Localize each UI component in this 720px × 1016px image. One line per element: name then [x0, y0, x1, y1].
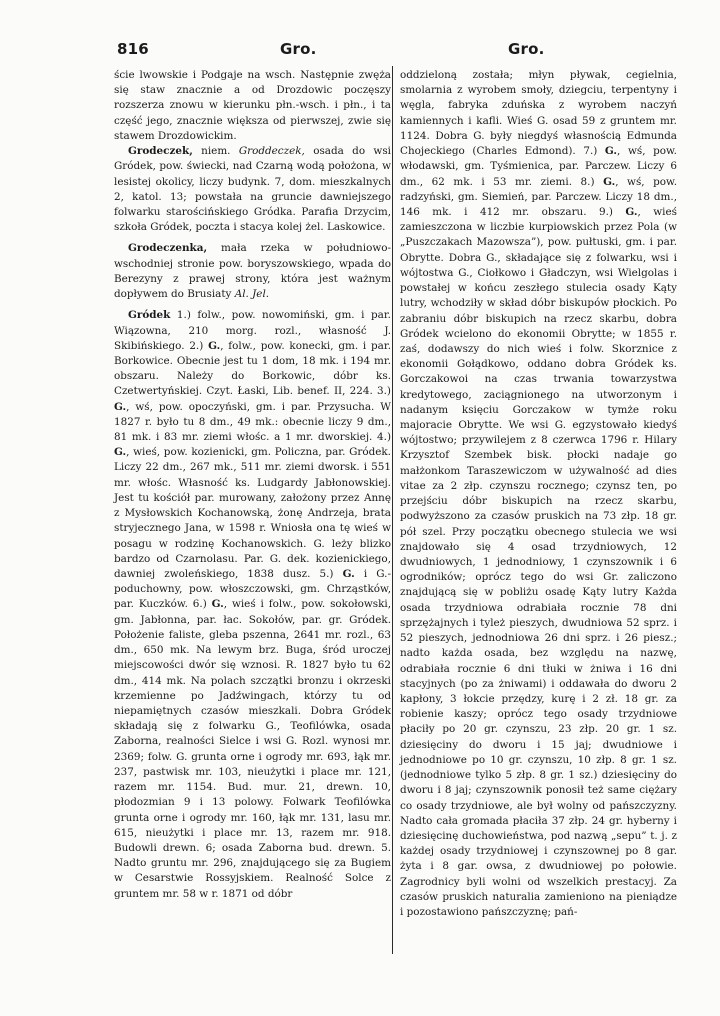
- paragraph-continuation: [400, 68, 677, 920]
- right-running-head: Gro.: [508, 40, 545, 58]
- entry-head: Grodeczek,: [128, 145, 193, 158]
- paragraph-continuation: ście lwowskie i Podgaje na wsch. Następnie zwęża się staw znacznie a od Drozdowic poczęszy rozszerza znowu w kierunku płn.-wsch. i płn., i ta część jego, znacznie większa od pierwszej, zwie się stawem Drozdowickim.: [114, 69, 391, 142]
- entry-author: Al. Jel.: [234, 288, 270, 301]
- entry-text: , wś, pow. radzyński, gm. Siemień, par. Parczew. Liczy 18 dm., 146 mk. i 412 mr. obszaru. 9.): [400, 175, 677, 218]
- abbrev-g: G.: [376, 568, 388, 580]
- entry-text: , wieś, pow. kozienicki, gm. Policzna, par. Gródek. Liczy 22 dm., 267 mk., 511 mr. ziemi dworsk. i 551 mr. włośc. Własność ks. Ludgardy Jabłonowskiej. Jest tu kościół par. murowany, założony przez Annę z Mysłowskich Kochanowską, żonę Andrzeja, brata stryjecznego Jana, w 1598 r. Wniosła ona tę wieś w posagu w rodzinę Kochanowskich.: [114, 446, 391, 550]
- entry-head: Grodeczenka,: [128, 242, 208, 255]
- entry-text: -poduchowny, pow. włoszczowski, gm. Chrząstków, par. Kuczków. 6.): [114, 568, 391, 611]
- abbrev-g: G.: [208, 339, 221, 352]
- abbrev-g: G.: [604, 145, 618, 158]
- entry-text: 1.) folw., pow. nowomiński, gm. i par. Wiązowna, 210 morg. rozl., własność J. Skibińskiego. 2.): [114, 309, 391, 352]
- entry-text: , wś, pow. włodawski, gm. Tyśmienica, par. Parczew. Liczy 6 dm., 62 mk. i 53 mr. ziemi. 8.): [400, 145, 677, 188]
- right-column: [400, 68, 677, 920]
- entry-text: i: [354, 568, 377, 580]
- entry-text: , wieś i folw., pow. sokołowski, gm. Jabłonna, par. łac. Sokołów, par. gr. Gródek. Położenie faliste, gleba pszenna, 2641 mr. rozl., 63 dm., 650 mk. Na lewym brz. Buga, śród uroczej miejscowości dwór się wznosi. R. 1827 było tu 62 dm., 414 mk. Na polach szczątki bronzu i okrzeski krzemienne po Jadźwingach, którzy tu od niepamiętnych czasów mieszkali. Dobra Gródek składają się z folwarku G., Teofilówka, osada Zaborna, realności Sielce i wsi G. Rozl. wynosi mr. 2369; folw. G. grunta orne i ogrody mr. 693, łąk mr. 237, pastwisk mr. 103, nieużytki i place mr. 121, razem mr. 1154. Bud. mur. 21, drewn. 10, płodozmian 9 i 13 polowy. Folwark Teofilówka grunta orne i ogrody mr. 160, łąk mr. 131, lasu mr. 615, nieużytki i place mr. 13, razem mr. 918. Budowli drewn. 6; osada Zaborna bud. drewn. 5. Nadto gruntu mr. 296, znajdującego się za Bugiem w Cesarstwie Rossyjskiem. Realność Solce z gruntem mr. 58 w r. 1871 od dóbr: [114, 598, 391, 900]
- left-running-head: Gro.: [280, 40, 317, 58]
- entry-grodeczenka: [114, 241, 391, 302]
- entry-grodek: [114, 308, 391, 902]
- entry-text: osada do wsi Gródek, pow. świecki, nad Czarną wodą położona, w lesistej okolicy, liczy budynk. 7, dom. mieszkalnych 2, katol. 13; powstała na gruncie dawniejszego folwarku starościńskiego Gródka. Parafia Drzycim, szkoła Gródek, poczta i stacya kolej żel. Laskowice.: [114, 145, 391, 234]
- abbrev-g: G.: [114, 446, 127, 459]
- abbrev-g: G.: [211, 598, 224, 611]
- abbrev-g: G.: [603, 175, 616, 188]
- left-column: [114, 68, 391, 902]
- entry-text: niem.: [192, 145, 239, 158]
- entry-text: leży blizko bardzo od Czarnolasu. Par. G. dek. kozienickiego, dawniej zwoleńskiego, 1838 dusz. 5.): [114, 537, 392, 580]
- entry-head: Gródek: [128, 309, 171, 322]
- entry-text: oddzieloną została; młyn pływak, cegielnia, smolarnia z wyrobem smoły, dziegciu, terpentyny i węgla, fabryka zduńska z wyrobem naczyń kamiennych i kafli. Wieś G. osad 59 z gruntem mr. 1124. Dobra G. były niegdyś własnością Edmunda Chojeckiego (Charles Edmond). 7.): [400, 69, 677, 158]
- entry-text: , wś, pow. opoczyński, gm. i par. Przysucha. W 1827 r. było tu 8 dm., 49 mk.: obecnie liczy 9 dm., 81 mk. i 83 mr. ziemi włośc. a 1 mr. dworskiej. 4.): [114, 400, 391, 444]
- entry-text: mała rzeka w południowo-wschodniej stronie pow. boryszowskiego, wpada do Berezyny z prawej strony, która jest ważnym dopływem do Brusiaty: [114, 242, 391, 301]
- abbrev-g: G.: [625, 205, 638, 218]
- abbrev-g: G.: [114, 400, 127, 413]
- entry-grodeczek: [114, 144, 391, 235]
- page-number: 816: [117, 40, 149, 58]
- entry-text: , folw., pow. konecki, gm. i par. Borkowice. Obecnie jest tu 1 dom, 18 mk. i 194 mr. obszaru. Należy do Borkowic, dóbr ks. Czetwertyńskiej. Czyt. Łaski, Lib. benef. II, 224. 3.): [114, 339, 392, 398]
- abbrev-g: G.: [313, 537, 325, 550]
- column-divider: [392, 66, 393, 954]
- entry-text: , wieś zamieszczona w liczbie kurpiowskich przez Pola (w „Puszczakach Mazowsza”), pow. pułtuski, gm. i par. Obrytte. Dobra G., składające się z folwarku, wsi i wójtostwa G., Ciołkowo i Gładczyn, wsi Wielgolas i powstałej w końcu zeszłego stulecia osady Kąty lutry, wchodziły w skład dóbr biskupów płockich. Po zabraniu dóbr biskupich na rzecz skarbu, dobra Gródek wcielono do ekonomii Obrytte; w 1855 r. zaś, dodawszy do nich wieś i folw. Skorznice z ekonomii Gołądkowo, oddano dobra Gródek ks. Gorczakowoi na czas trwania towarzystwa kredytowego, zaciągnionego na utworzonym i nadanym księciu Gorczakow w tymże roku majoracie Obrytte. We wsi G. egzystowało kiedyś wójtostwo; przywilejem z 8 czerwca 1796 r. Hilary Krzysztof Szembek bisk. płocki nadaje go małżonkom Taraszewiczom w używalność ad dies vitae za 2 złp. czynszu rocznego; czynsz ten, po przejściu dóbr biskupich na rzecz skarbu, podwyższono za czasów pruskich na 73 złp. 18 gr. pół szel. Przy początku obecnego stulecia we wsi znajdowało się 4 osad trzydniowych, 12 dwudniowych, 1 jednodniowy, 1 czynszownik i 6 ogrodników; oprócz tego do wsi Gr. zaliczono znajdującą się w pobliżu osadę Kąty lutry Każda osada trzydniowa odrabiała rocznie 78 dni sprzężajnych i tyleż pieszych, dwudniowa 52 sprz. i 52 pieszych, jednodniowa 26 dni sprz. i 26 piesz.; nadto każda osada, bez względu na nazwę, odrabiała rocznie 6 dni tłuki w żniwa i 16 dni stacyjnych (po za żniwami) i oddawała do dworu 2 kapłony, 3 łokcie przędzy, kurę i 2 zł. 18 gr. za robienie kaszy; oprócz tego osady trzydniowe płaciły po 20 gr. czynszu, 23 złp. 20 gr. 1 sz. dziesięciny do dworu i 15 jaj; dwudniowe i jednodniowe po 10 gr. czynszu, 10 złp. 8 gr. 1 sz. (jednodniowe tylko 5 złp. 8 gr. 1 sz.) dziesięciny do dworu i 8 jaj; czynszownik ponosił też same ciężary co osady trzydniowe, ale był wolny od pańszczyzny. Nadto cała gromada płaciła 37 złp. 24 gr. hyberny i dziesięcinę duchowieństwa, pod nazwą „sepu” t. j. z każdej osady trzydniowej i czynszownej po 8 gar. żyta i 8 gar. owsa, z dwudniowej po połowie. Zagrodnicy byli wolni od wszelkich prestacyj. Za czasów pruskich naturalia zamieniono na pieniądze i pozostawiono pańszczyznę; pań-: [400, 205, 677, 919]
- entry-german-name: Groddeczek,: [238, 145, 305, 158]
- abbrev-g: G.: [342, 568, 355, 580]
